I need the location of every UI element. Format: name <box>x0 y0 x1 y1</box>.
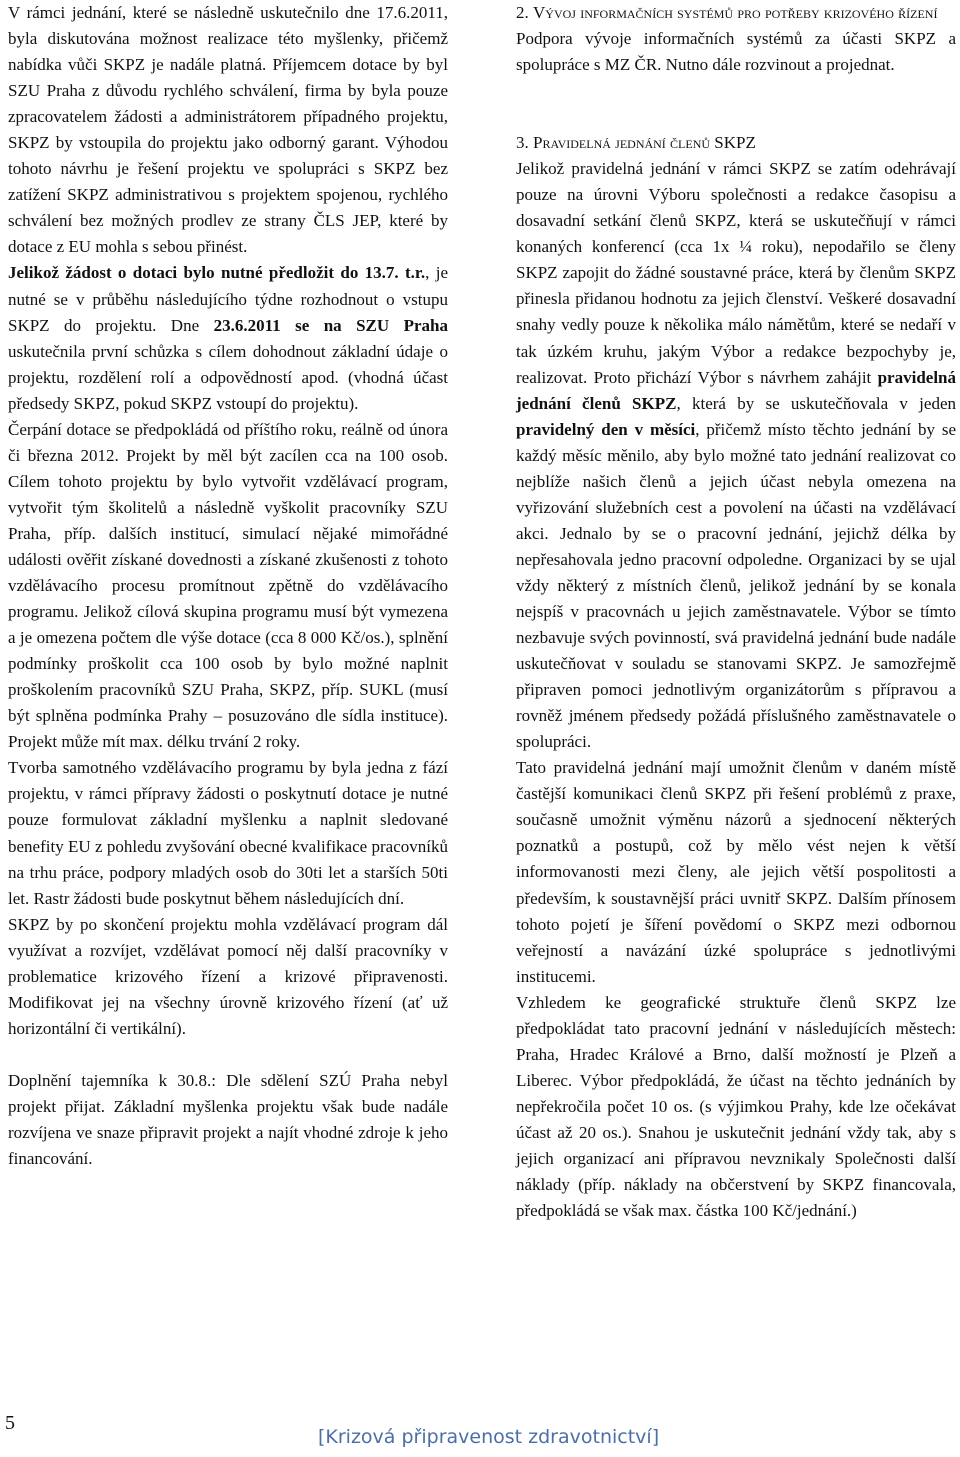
page-number: 5 <box>5 1412 15 1434</box>
section-2-title: Vývoj informačních systémů pro potřeby krizového řízení <box>533 3 938 22</box>
section-3-heading <box>516 130 956 156</box>
s3-bold-day: pravidelný den v měsíci <box>516 419 696 439</box>
s3-bold-meetings: pravidelná jednání členů SKPZ <box>516 367 956 413</box>
section-2-text: Podpora vývoje informačních systémů za účasti SKPZ a spolupráce s MZ ČR. Nutno dále rozvinout a projednat. <box>516 29 956 75</box>
left-column <box>8 0 448 1172</box>
paragraph-skpz-program: SKPZ by po skončení projektu mohla vzdělávací program dál využívat a rozvíjet, vzdělávat pomocí něj další pracovníky v problematice krizového řízení a krizové připravenosti. Modifikovat jej na všechny úrovně krizového řízení (ať už horizontální či vertikální). <box>8 914 448 1038</box>
paragraph-deadline <box>8 260 448 416</box>
right-column <box>516 0 956 1224</box>
s3-text-c: , která by se uskutečňovala v jeden <box>676 393 956 413</box>
footer-title: [Krizová připravenost zdravotnictví] <box>318 1426 660 1448</box>
section-3-title: Pravidelná jednání členů SKPZ <box>533 133 756 153</box>
meeting-text: uskutečnila první schůzka s cílem dohodnout základní údaje o projektu, rozdělení rolí a odpovědností apod. (vhodná účast předsedy SKPZ, pokud SKPZ vstoupí do projektu). <box>8 341 448 413</box>
meeting-place: se na SZU Praha <box>280 315 448 335</box>
paragraph-tvorba: Tvorba samotného vzdělávacího programu by byla jedna z fází projektu, v rámci přípravy žádosti o poskytnutí dotace je nutné pouze formulovat základní myšlenku a naplnit sledované benefity EU z pohledu zvyšování obecné kvalifikace pracovníků na trhu práce, podpory mladých osob do 30ti let a starších 50ti let. Rastr žádosti bude poskytnut během následujících dní. <box>8 758 448 908</box>
section-2-heading <box>516 0 956 26</box>
meeting-date: 23.6.2011 <box>213 315 281 335</box>
section-3-paragraph-2: Tato pravidelná jednání mají umožnit členům v daném místě častější komunikaci členů SKPZ při řešení problémů z praxe, současně umožnit výměnu názorů a sjednocení některých poznatků a postupů, což by mělo vést nejen k větší informovanosti mezi členy, ale jejich větší pospolitosti a především, k soustavnější práci uvnitř SKPZ. Dalším přínosem tohoto pojetí je šíření povědomí o SKPZ mezi odbornou veřejností a navázání úzké spolupráce s jednotlivými institucemi. <box>516 758 956 986</box>
deadline-bold: Jelikož žádost o dotaci bylo nutné předložit do 13.7. t.r. <box>8 263 426 283</box>
paragraph-doplneni: Doplnění tajemníka k 30.8.: Dle sdělení SZÚ Praha nebyl projekt přijat. Základní myšlenka projektu však bude nadále rozvíjena ve snaze připravit projekt a najít vhodné zdroje k jeho financování. <box>8 1070 448 1169</box>
paragraph-dotace-intro: V rámci jednání, které se následně uskutečnilo dne 17.6.2011, byla diskutována možnost realizace této myšlenky, přičemž nabídka vůči SKPZ je nadále platná. Příjemcem dotace by byl SZU Praha z důvodu rychlého schválení, firma by byla pouze zpracovatelem žádosti a administrátorem případného projektu, SKPZ by vstoupila do projektu jako odborný garant. Výhodou tohoto návrhu je řešení projektu ve spolupráci s SKPZ bez zatížení SKPZ administrativou s projektem spojenou, rychlého schválení bez možných prodlev ze strany ČLS JEP, které by dotace z EU mohla s sebou přinést. <box>8 3 448 257</box>
deadline-text: , je nutné se v průběhu následujícího týdne rozhodnout o vstupu SKPZ do projektu. Dne <box>8 263 448 335</box>
section-3-paragraph-1 <box>516 156 956 755</box>
s3-text-d: , přičemž místo těchto jednání by se každý měsíc měnilo, aby bylo možné tato jednání realizovat co nejblíže našich členů a jejich účast nebyla omezena na vyřizování služebních cest a povolení na účasti na vzdělávací akci. Jednalo by se o pracovní jednání, jejichž délka by nepřesahovala jedno pracovní odpoledne. Organizaci by se ujal vždy některý z místních členů, jelikož jednání by se konala nejspíš v pracovnách u jejich zaměstnavatele. Výbor se tímto nezbavuje svých povinností, svá pravidelná jednání bude nadále uskutečňovat v souladu se stanovami SKPZ. Je samozřejmě připraven pomoci jednotlivým organizátorům s přípravou a rovněž jménem předsedy požádá příslušného zaměstnavatele o spolupráci. <box>516 419 957 752</box>
paragraph-cerpani: Čerpání dotace se předpokládá od příštího roku, reálně od února či března 2012. Projekt by měl být zacílen cca na 100 osob. Cílem tohoto projektu by bylo vytvořit vzdělávací program, vytvořit tým školitelů a následně vyškolit pracovníky SZU Praha, příp. dalších institucí, simulací nějaké mimořádné události ověřit získané dovednosti a získané zkušenosti z tohoto vzdělávacího procesu promítnout zpětně do vzdělávacího programu. Jelikož cílová skupina programu musí být vymezena a je omezena počtem dle výše dotace (cca 8 000 Kč/os.), splnění podmínky proškolit cca 100 osob by bylo možné naplnit proškolením pracovníků SZU Praha, SKPZ, příp. SUKL (musí být splněna podmínka Prahy – posuzováno dle sídla instituce). Projekt může mít max. délku trvání 2 roky. <box>8 419 448 752</box>
section-3-paragraph-3: Vzhledem ke geografické struktuře členů SKPZ lze předpokládat tato pracovní jednání v následujících městech: Praha, Hradec Králové a Brno, další možností je Plzeň a Liberec. Výbor předpokládá, že účast na těchto jednáních by nepřekročila počet 10 os. (s výjimkou Prahy, kde lze očekávat účast až 20 os.). Snahou je uskutečnit jednání vždy tak, aby s jejich organizací ani přípravou nevznikaly Společnosti další náklady (příp. náklady na občerstvení by SKPZ financovala, předpokládá se však max. částka 100 Kč/jednání.) <box>516 992 956 1221</box>
section-2-number: 2. <box>516 3 529 22</box>
s3-text-a: Jelikož pravidelná jednání v rámci SKPZ se zatím odehrávají pouze na úrovni Výboru společnosti a redakce časopisu a dosavadní setkání členů SKPZ, která se uskutečňují v rámci konaných konferencí (cca 1x ¼ roku), nepodařilo se členy SKPZ zapojit do žádné soustavné práce, která by členům SKPZ přinesla přidanou hodnotu za jejich členství. Veškeré dosavadní snahy vedly pouze k několika málo námětům, které se nedaří v tak úzkém kruhu, jakým Výbor a redakce bezpochyby je, realizovat. Proto přichází Výbor s návrhem zahájit <box>516 159 956 387</box>
section-3-number: 3. <box>516 133 529 153</box>
